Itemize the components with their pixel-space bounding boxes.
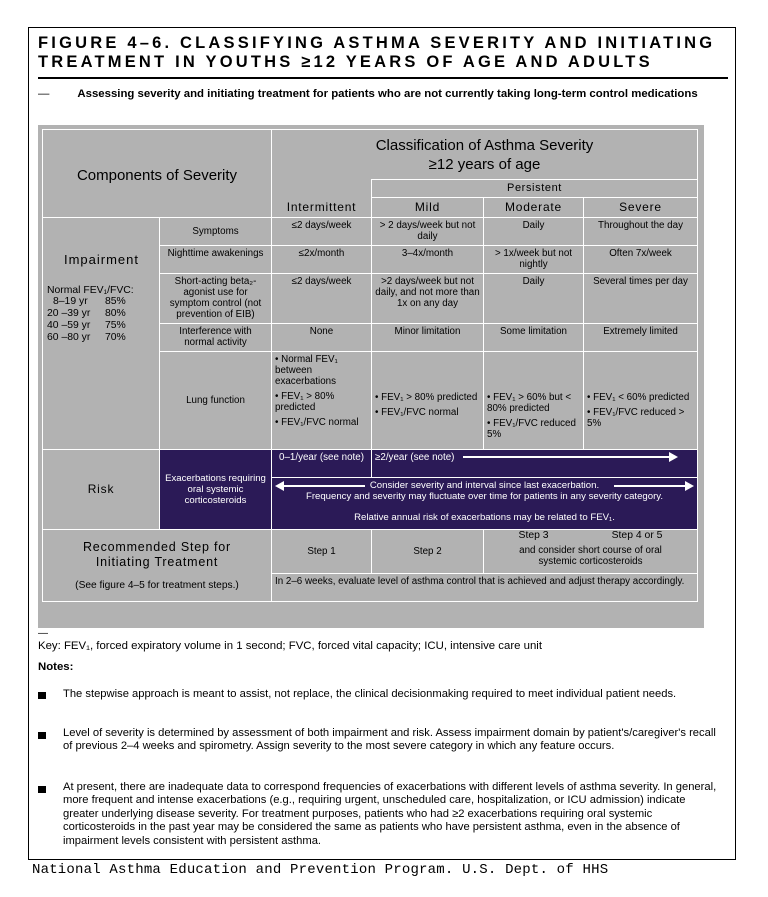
symptoms-moderate: Daily — [484, 218, 584, 246]
interference-intermittent: None — [272, 324, 372, 352]
title-rule — [38, 77, 728, 79]
impairment-label: Impairment — [63, 251, 140, 267]
severity-table — [42, 129, 698, 602]
saba-intermittent: ≤2 days/week — [272, 274, 372, 324]
lung-item: • FEV₁ < 60% predicted — [587, 392, 690, 403]
key-text: Key: FEV₁, forced expiratory volume in 1 second; FVC, forced vital capacity; ICU, intensive care unit — [38, 640, 542, 652]
risk-intermittent: 0–1/year (see note) — [272, 450, 372, 478]
lung-function-label: Lung function — [160, 352, 272, 450]
exacerbations-label: Exacerbations requiring oral systemic corticosteroids — [160, 450, 272, 530]
interference-mild: Minor limitation — [372, 324, 484, 352]
symptoms-severe: Throughout the day — [584, 218, 698, 246]
step-3-5-row — [487, 530, 694, 541]
lung-item: • FEV₁/FVC reduced 5% — [487, 418, 576, 440]
impairment-cell — [43, 218, 160, 450]
bullet-icon — [38, 786, 46, 793]
risk-consider: Consider severity and interval since last exacerbation. — [369, 480, 600, 491]
saba-moderate: Daily — [484, 274, 584, 324]
interference-severe: Extremely limited — [584, 324, 698, 352]
interference-label: Interference with normal activity — [160, 324, 272, 352]
bullet-icon — [38, 692, 46, 699]
step-3: Step 3 — [518, 530, 549, 541]
notes-header: Notes: — [38, 661, 74, 673]
lung-moderate — [484, 352, 584, 450]
risk-relative: Relative annual risk of exacerbations may be related to FEV₁. — [272, 506, 698, 530]
saba-label: Short-acting beta₂-agonist use for symptom control (not prevention of EIB) — [160, 274, 272, 324]
lung-item: • FEV₁/FVC normal — [375, 407, 459, 418]
nighttime-label: Nighttime awakenings — [160, 246, 272, 274]
figure-title: FIGURE 4–6. CLASSIFYING ASTHMA SEVERITY AND INITIATING TREATMENT IN YOUTHS ≥12 YEARS OF AGE AND ADULTS — [38, 34, 716, 71]
classification-title: Classification of Asthma Severity — [375, 136, 594, 154]
step-2: Step 2 — [372, 530, 484, 574]
lung-item: • Normal FEV₁ between exacerbations — [275, 354, 338, 387]
recommended-cell — [43, 530, 272, 602]
step-4-5: Step 4 or 5 — [611, 530, 663, 541]
saba-mild: >2 days/week but not daily, and not more than 1x on any day — [372, 274, 484, 324]
normal-fev-table — [47, 296, 156, 344]
normal-fev-row: 60 –80 yr 70% — [47, 331, 126, 343]
level-intermittent: Intermittent — [272, 198, 372, 218]
lung-item: • FEV₁/FVC normal — [275, 417, 359, 428]
figure-subtitle — [38, 87, 728, 101]
symptoms-mild: > 2 days/week but not daily — [372, 218, 484, 246]
note-2: Level of severity is determined by assessment of both impairment and risk. Assess impairment domain by patient's/caregiver's recall of previous 2–4 weeks and spirometry. Assign severity to the most severe category in which any feature occurs. — [63, 727, 716, 753]
note-3: At present, there are inadequate data to correspond frequencies of exacerbations with different levels of asthma severity. In general, more frequent and intense exacerbations (e.g., requiring urgent, unscheduled care, hospitalization, or ICU admission) indicate greater underlying disease severity. For treatment purposes, patients who had ≥2 exacerbations requiring oral systemic corticosteroids in the past year may be considered the same as patients who have persistent asthma, even in the absence of impairment levels consistent with persistent asthma. — [63, 781, 717, 847]
lung-mild — [372, 352, 484, 450]
right-arrow-icon — [614, 481, 694, 491]
normal-fev-row: 20 –39 yr 80% — [47, 307, 126, 319]
key-dash: — — [38, 628, 48, 639]
step-1: Step 1 — [272, 530, 372, 574]
level-moderate: Moderate — [484, 198, 584, 218]
subtitle-dash: — — [38, 88, 50, 100]
risk-consider-cell — [272, 478, 698, 506]
blank-cell — [272, 180, 372, 198]
right-arrow-icon — [463, 452, 678, 462]
saba-severe: Several times per day — [584, 274, 698, 324]
symptoms-label: Symptoms — [160, 218, 272, 246]
bullet-icon — [38, 732, 46, 739]
risk-label: Risk — [43, 450, 160, 530]
normal-fev-row: 40 –59 yr 75% — [47, 319, 126, 331]
recommended-label: Recommended Step for Initiating Treatment — [82, 540, 231, 569]
nighttime-severe: Often 7x/week — [584, 246, 698, 274]
severity-table-container — [38, 125, 704, 628]
lung-severe — [584, 352, 698, 450]
persistent-header: Persistent — [372, 180, 698, 198]
symptoms-intermittent: ≤2 days/week — [272, 218, 372, 246]
left-arrow-icon — [275, 481, 365, 491]
nighttime-intermittent: ≤2x/month — [272, 246, 372, 274]
note-1: The stepwise approach is meant to assist, not replace, the clinical decisionmaking required to meet individual patient needs. — [63, 688, 677, 700]
components-header: Components of Severity — [43, 130, 272, 218]
lung-item: • FEV₁ > 80% predicted — [375, 392, 478, 403]
nighttime-mild: 3–4x/month — [372, 246, 484, 274]
lung-item: • FEV₁ > 80% predicted — [275, 391, 335, 413]
nighttime-moderate: > 1x/week but not nightly — [484, 246, 584, 274]
level-severe: Severe — [584, 198, 698, 218]
subtitle-text: Assessing severity and initiating treatment for patients who are not currently taking long-term control medications — [77, 88, 698, 100]
normal-fev-row: 8–19 yr 85% — [53, 295, 126, 307]
interference-moderate: Some limitation — [484, 324, 584, 352]
footer-source: National Asthma Education and Prevention Program. U.S. Dept. of HHS — [32, 862, 609, 878]
risk-persistent: ≥2/year (see note) — [375, 452, 455, 463]
reevaluate-note: In 2–6 weeks, evaluate level of asthma control that is achieved and adjust therapy accordingly. — [272, 574, 698, 602]
age-range-title: ≥12 years of age — [428, 155, 541, 173]
level-mild: Mild — [372, 198, 484, 218]
risk-frequency: Frequency and severity may fluctuate over time for patients in any severity category. — [305, 491, 664, 502]
lung-item: • FEV₁ > 60% but < 80% predicted — [487, 392, 572, 414]
see-figure-note: (See figure 4–5 for treatment steps.) — [75, 580, 239, 591]
lung-intermittent — [272, 352, 372, 450]
step-3-5-cell — [484, 530, 698, 574]
consider-short-course: and consider short course of oral systemic corticosteroids — [519, 545, 662, 567]
classification-header — [272, 130, 698, 180]
lung-item: • FEV₁/FVC reduced > 5% — [587, 407, 685, 429]
normal-fev-label: Normal FEV₁/FVC: — [47, 284, 134, 296]
risk-persistent-cell — [372, 450, 698, 478]
